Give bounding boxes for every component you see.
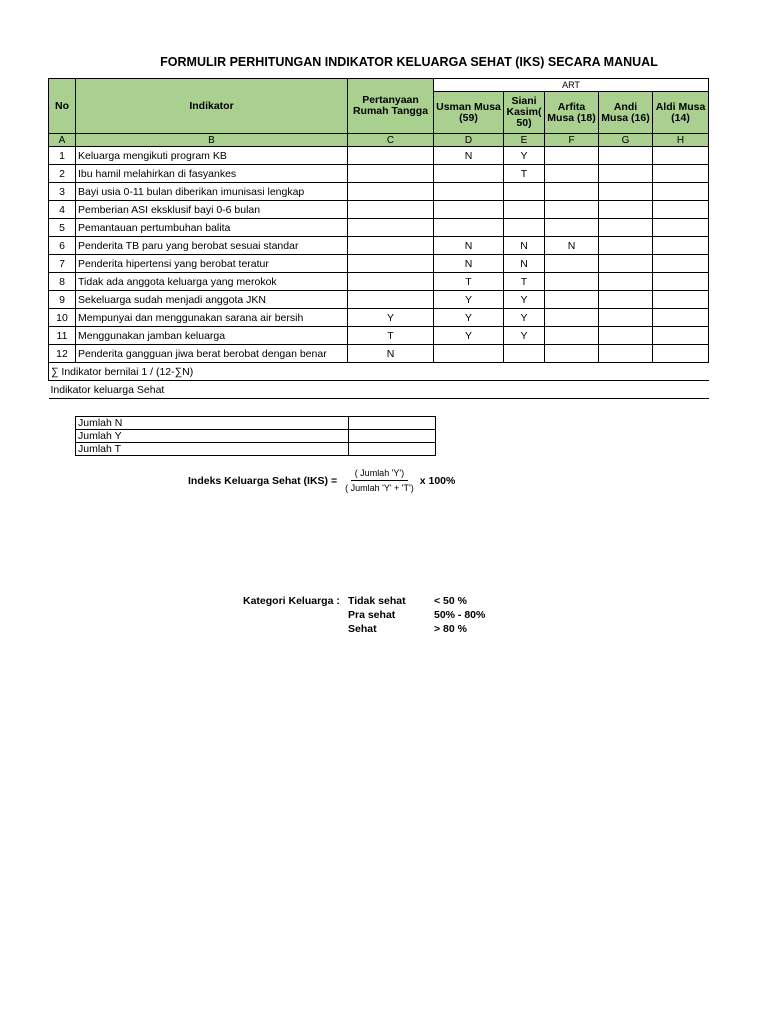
- answer-cell: [599, 147, 653, 165]
- row-number: 11: [49, 327, 76, 345]
- row-number: 2: [49, 165, 76, 183]
- answer-cell: [545, 165, 599, 183]
- answer-cell: [653, 165, 709, 183]
- answer-cell: N: [434, 147, 504, 165]
- header-art: ART: [434, 79, 709, 92]
- kategori-range: 50% - 80%: [434, 609, 486, 621]
- row-number: 5: [49, 219, 76, 237]
- answer-cell: [545, 291, 599, 309]
- kategori-name: Tidak sehat: [348, 595, 406, 607]
- answer-cell: [348, 201, 434, 219]
- indikator-cell: Bayi usia 0-11 bulan diberikan imunisasi lengkap: [76, 183, 348, 201]
- answer-cell: [599, 183, 653, 201]
- answer-cell: [434, 165, 504, 183]
- row-number: 1: [49, 147, 76, 165]
- answer-cell: [348, 147, 434, 165]
- answer-cell: [599, 327, 653, 345]
- answer-cell: [504, 183, 545, 201]
- answer-cell: Y: [504, 291, 545, 309]
- formula-numerator: ( Jumlah 'Y'): [351, 468, 408, 481]
- answer-cell: [653, 183, 709, 201]
- header-indikator: Indikator: [76, 79, 348, 134]
- kategori-label: Kategori Keluarga :: [243, 595, 340, 607]
- formula-denominator: ( Jumlah 'Y' + 'T'): [345, 483, 414, 493]
- table-row: [49, 291, 709, 309]
- answer-cell: [545, 201, 599, 219]
- answer-cell: [434, 219, 504, 237]
- header-member: Siani Kasim( 50): [504, 92, 545, 134]
- answer-cell: [545, 219, 599, 237]
- count-label: Jumlah Y: [76, 430, 349, 443]
- table-row: [49, 165, 709, 183]
- count-row: [76, 430, 436, 443]
- table-row: [49, 345, 709, 363]
- answer-cell: [434, 201, 504, 219]
- iks-row: Indikator keluarga Sehat: [49, 381, 709, 399]
- answer-cell: [653, 291, 709, 309]
- answer-cell: N: [348, 345, 434, 363]
- answer-cell: Y: [504, 147, 545, 165]
- answer-cell: Y: [348, 309, 434, 327]
- answer-cell: [653, 309, 709, 327]
- row-number: 8: [49, 273, 76, 291]
- answer-cell: [348, 273, 434, 291]
- answer-cell: [545, 273, 599, 291]
- answer-cell: [348, 237, 434, 255]
- answer-cell: [348, 255, 434, 273]
- header-member: Aldi Musa (14): [653, 92, 709, 134]
- answer-cell: [653, 219, 709, 237]
- indikator-cell: Keluarga mengikuti program KB: [76, 147, 348, 165]
- table-row: [49, 219, 709, 237]
- column-letters-row: [49, 134, 709, 147]
- column-letter: E: [504, 134, 545, 147]
- column-letter: F: [545, 134, 599, 147]
- indikator-cell: Ibu hamil melahirkan di fasyankes: [76, 165, 348, 183]
- table-row: [49, 255, 709, 273]
- answer-cell: [545, 147, 599, 165]
- answer-cell: T: [504, 273, 545, 291]
- row-number: 12: [49, 345, 76, 363]
- answer-cell: [653, 147, 709, 165]
- column-letter: C: [348, 134, 434, 147]
- answer-cell: [434, 183, 504, 201]
- formula-suffix: x 100%: [419, 474, 456, 487]
- answer-cell: [545, 255, 599, 273]
- answer-cell: [653, 201, 709, 219]
- header-pertanyaan: Pertanyaan Rumah Tangga: [348, 79, 434, 134]
- table-row: [49, 183, 709, 201]
- header-member: Usman Musa (59): [434, 92, 504, 134]
- answer-cell: N: [504, 237, 545, 255]
- iks-table: [48, 78, 709, 399]
- count-value: [349, 417, 436, 430]
- answer-cell: [504, 345, 545, 363]
- answer-cell: [653, 255, 709, 273]
- answer-cell: T: [434, 273, 504, 291]
- column-letter: B: [76, 134, 348, 147]
- answer-cell: T: [504, 165, 545, 183]
- sum-row: ∑ Indikator bernilai 1 / (12-∑N): [49, 363, 709, 381]
- page-title: FORMULIR PERHITUNGAN INDIKATOR KELUARGA SEHAT (IKS) SECARA MANUAL: [160, 55, 658, 69]
- answer-cell: [653, 327, 709, 345]
- formula-fraction: [341, 468, 418, 493]
- answer-cell: T: [348, 327, 434, 345]
- answer-cell: N: [434, 255, 504, 273]
- header-member: Andi Musa (16): [599, 92, 653, 134]
- answer-cell: [545, 345, 599, 363]
- indikator-cell: Pemantauan pertumbuhan balita: [76, 219, 348, 237]
- answer-cell: [599, 255, 653, 273]
- answer-cell: [599, 219, 653, 237]
- answer-cell: Y: [504, 309, 545, 327]
- kategori-block: [243, 594, 485, 636]
- answer-cell: [504, 219, 545, 237]
- header-member: Arfita Musa (18): [545, 92, 599, 134]
- answer-cell: [653, 345, 709, 363]
- kategori-range: < 50 %: [434, 595, 467, 607]
- row-number: 3: [49, 183, 76, 201]
- header-no: No: [49, 79, 76, 134]
- answer-cell: [545, 327, 599, 345]
- answer-cell: N: [504, 255, 545, 273]
- indikator-cell: Sekeluarga sudah menjadi anggota JKN: [76, 291, 348, 309]
- table-row: [49, 273, 709, 291]
- answer-cell: [434, 345, 504, 363]
- answer-cell: N: [434, 237, 504, 255]
- indikator-cell: Penderita gangguan jiwa berat berobat dengan benar: [76, 345, 348, 363]
- answer-cell: [545, 183, 599, 201]
- kategori-name: Pra sehat: [348, 609, 396, 621]
- count-label: Jumlah T: [76, 443, 349, 456]
- answer-cell: [348, 165, 434, 183]
- count-value: [349, 443, 436, 456]
- kategori-range: > 80 %: [434, 623, 467, 635]
- answer-cell: [504, 201, 545, 219]
- answer-cell: [653, 273, 709, 291]
- table-row: [49, 147, 709, 165]
- column-letter: A: [49, 134, 76, 147]
- indikator-cell: Tidak ada anggota keluarga yang merokok: [76, 273, 348, 291]
- count-row: [76, 417, 436, 430]
- iks-formula: [188, 468, 455, 493]
- answer-cell: [653, 237, 709, 255]
- count-label: Jumlah N: [76, 417, 349, 430]
- answer-cell: [545, 309, 599, 327]
- table-row: [49, 237, 709, 255]
- row-number: 4: [49, 201, 76, 219]
- answer-cell: [599, 165, 653, 183]
- answer-cell: Y: [504, 327, 545, 345]
- table-row: [49, 327, 709, 345]
- row-number: 6: [49, 237, 76, 255]
- kategori-name: Sehat: [348, 623, 377, 635]
- indikator-cell: Mempunyai dan menggunakan sarana air bersih: [76, 309, 348, 327]
- count-row: [76, 443, 436, 456]
- table-row: [49, 309, 709, 327]
- indikator-cell: Penderita hipertensi yang berobat teratur: [76, 255, 348, 273]
- table-row: [49, 201, 709, 219]
- indikator-cell: Menggunakan jamban keluarga: [76, 327, 348, 345]
- indikator-cell: Pemberian ASI eksklusif bayi 0-6 bulan: [76, 201, 348, 219]
- answer-cell: [348, 183, 434, 201]
- counts-table: [75, 416, 436, 456]
- answer-cell: Y: [434, 291, 504, 309]
- column-letter: D: [434, 134, 504, 147]
- answer-cell: [599, 273, 653, 291]
- answer-cell: [599, 291, 653, 309]
- answer-cell: [599, 237, 653, 255]
- formula-label: Indeks Keluarga Sehat (IKS) =: [188, 474, 338, 487]
- indikator-cell: Penderita TB paru yang berobat sesuai standar: [76, 237, 348, 255]
- row-number: 10: [49, 309, 76, 327]
- answer-cell: [599, 309, 653, 327]
- answer-cell: Y: [434, 327, 504, 345]
- answer-cell: [599, 345, 653, 363]
- answer-cell: [348, 291, 434, 309]
- answer-cell: [348, 219, 434, 237]
- row-number: 7: [49, 255, 76, 273]
- row-number: 9: [49, 291, 76, 309]
- count-value: [349, 430, 436, 443]
- answer-cell: N: [545, 237, 599, 255]
- column-letter: G: [599, 134, 653, 147]
- answer-cell: Y: [434, 309, 504, 327]
- answer-cell: [599, 201, 653, 219]
- column-letter: H: [653, 134, 709, 147]
